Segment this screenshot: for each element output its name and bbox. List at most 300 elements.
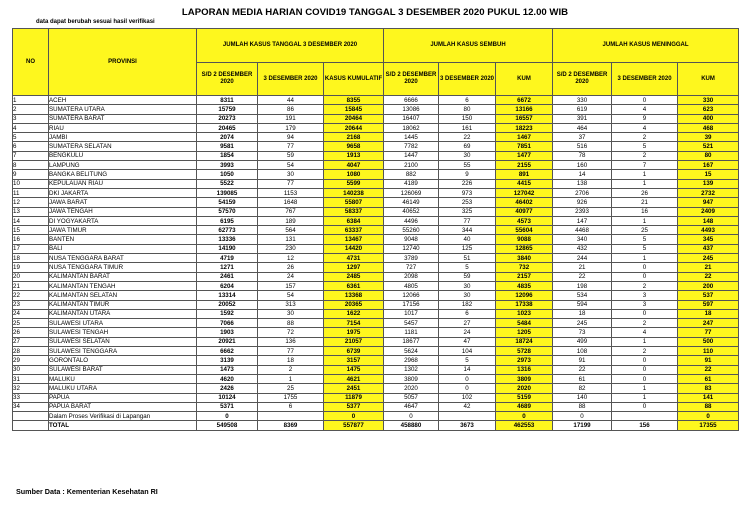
cell-sembuh-today: 30 — [439, 151, 496, 160]
cell-sembuh-today: 27 — [439, 319, 496, 328]
cell-no: 21 — [13, 281, 49, 290]
table-row — [13, 170, 739, 179]
cell-meninggal-today: 1 — [612, 384, 678, 393]
cell-meninggal-today: 5 — [612, 142, 678, 151]
cell-kasus-sd: 8311 — [197, 96, 258, 105]
cell-kasus-sd: 6662 — [197, 347, 258, 356]
cell-meninggal-today: 9 — [612, 114, 678, 123]
cell-no: 19 — [13, 263, 49, 272]
table-row — [13, 412, 739, 421]
cell-kasus-sd: 20052 — [197, 300, 258, 309]
cell-meninggal-today: 2 — [612, 319, 678, 328]
cell-kasus-today: 8369 — [258, 421, 324, 430]
cell-provinsi: KALIMANTAN TENGAH — [49, 281, 197, 290]
cell-kasus-today: 136 — [258, 337, 324, 346]
cell-meninggal-kum: 0 — [678, 412, 739, 421]
cell-provinsi: KALIMANTAN SELATAN — [49, 291, 197, 300]
cell-meninggal-today: 1 — [612, 216, 678, 225]
cell-sembuh-kum: 1205 — [496, 328, 553, 337]
cell-kasus-today: 77 — [258, 142, 324, 151]
cell-sembuh-today — [439, 412, 496, 421]
header-kasus-kumulatif: KASUS KUMULATIF — [324, 63, 384, 96]
table-row — [13, 105, 739, 114]
cell-no: 20 — [13, 272, 49, 281]
cell-meninggal-kum: 77 — [678, 328, 739, 337]
cell-meninggal-today: 4 — [612, 123, 678, 132]
cell-meninggal-kum: 139 — [678, 179, 739, 188]
cell-no: 27 — [13, 337, 49, 346]
cell-meninggal-kum: 247 — [678, 319, 739, 328]
cell-kasus-sd: 14190 — [197, 244, 258, 253]
cell-meninggal-today: 5 — [612, 235, 678, 244]
cell-kasus-sd: 3993 — [197, 161, 258, 170]
cell-sembuh-today: 161 — [439, 123, 496, 132]
cell-meninggal-sd: 82 — [553, 384, 612, 393]
cell-meninggal-today: 0 — [612, 272, 678, 281]
cell-meninggal-today: 1 — [612, 337, 678, 346]
cell-kasus-kumulatif: 140238 — [324, 188, 384, 197]
cell-no: 5 — [13, 133, 49, 142]
cell-meninggal-today: 1 — [612, 170, 678, 179]
cell-no: 18 — [13, 254, 49, 263]
cell-provinsi: MALUKU UTARA — [49, 384, 197, 393]
cell-meninggal-kum: 22 — [678, 272, 739, 281]
cell-no: 24 — [13, 309, 49, 318]
cell-kasus-sd: 20921 — [197, 337, 258, 346]
cell-meninggal-today: 1 — [612, 179, 678, 188]
cell-sembuh-today: 0 — [439, 374, 496, 383]
cell-meninggal-sd: 22 — [553, 365, 612, 374]
cell-kasus-sd: 57570 — [197, 207, 258, 216]
cell-sembuh-today: 226 — [439, 179, 496, 188]
cell-provinsi: BENGKULU — [49, 151, 197, 160]
cell-meninggal-today: 7 — [612, 161, 678, 170]
cell-kasus-kumulatif: 1622 — [324, 309, 384, 318]
cell-kasus-kumulatif: 21057 — [324, 337, 384, 346]
cell-kasus-sd: 139085 — [197, 188, 258, 197]
cell-meninggal-kum: 947 — [678, 198, 739, 207]
cell-meninggal-sd: 594 — [553, 300, 612, 309]
cell-sembuh-today: 150 — [439, 114, 496, 123]
cell-sembuh-sd: 0 — [384, 412, 439, 421]
cell-kasus-sd: 7066 — [197, 319, 258, 328]
cell-meninggal-kum: 4493 — [678, 226, 739, 235]
cell-sembuh-kum: 17338 — [496, 300, 553, 309]
cell-sembuh-sd: 3809 — [384, 374, 439, 383]
cell-sembuh-kum: 12096 — [496, 291, 553, 300]
table-row — [13, 235, 739, 244]
cell-kasus-today: 59 — [258, 151, 324, 160]
header-sembuh-sd: S/D 2 DESEMBER 2020 — [384, 63, 439, 96]
cell-meninggal-today: 2 — [612, 151, 678, 160]
cell-provinsi: RIAU — [49, 123, 197, 132]
cell-meninggal-kum: 345 — [678, 235, 739, 244]
cell-sembuh-sd: 1445 — [384, 133, 439, 142]
cell-sembuh-today: 47 — [439, 337, 496, 346]
cell-kasus-sd: 1473 — [197, 365, 258, 374]
cell-kasus-sd: 62773 — [197, 226, 258, 235]
table-row — [13, 281, 739, 290]
total-row — [13, 421, 739, 430]
cell-sembuh-today: 30 — [439, 291, 496, 300]
cell-sembuh-kum: 462553 — [496, 421, 553, 430]
cell-kasus-kumulatif: 1475 — [324, 365, 384, 374]
cell-meninggal-today: 0 — [612, 365, 678, 374]
cell-kasus-kumulatif: 20464 — [324, 114, 384, 123]
cell-meninggal-today — [612, 412, 678, 421]
cell-kasus-sd: 2461 — [197, 272, 258, 281]
cell-sembuh-kum: 46402 — [496, 198, 553, 207]
cell-kasus-today: 191 — [258, 114, 324, 123]
cell-meninggal-kum: 141 — [678, 393, 739, 402]
table-row — [13, 142, 739, 151]
header-meninggal-sd: S/D 2 DESEMBER 2020 — [553, 63, 612, 96]
cell-kasus-today: 72 — [258, 328, 324, 337]
report-title: LAPORAN MEDIA HARIAN COVID19 TANGGAL 3 DESEMBER 2020 PUKUL 12.00 WIB — [181, 7, 569, 18]
cell-sembuh-today: 102 — [439, 393, 496, 402]
cell-no: 6 — [13, 142, 49, 151]
cell-kasus-kumulatif: 4621 — [324, 374, 384, 383]
cell-meninggal-kum: 18 — [678, 309, 739, 318]
cell-kasus-kumulatif: 2451 — [324, 384, 384, 393]
cell-kasus-kumulatif: 15845 — [324, 105, 384, 114]
cell-no: 17 — [13, 244, 49, 253]
cell-no: 15 — [13, 226, 49, 235]
cell-meninggal-today: 156 — [612, 421, 678, 430]
cell-meninggal-sd: 926 — [553, 198, 612, 207]
cell-no — [13, 412, 49, 421]
cell-sembuh-kum: 4415 — [496, 179, 553, 188]
cell-meninggal-kum: 437 — [678, 244, 739, 253]
cell-no: 1 — [13, 96, 49, 105]
cell-kasus-sd: 6195 — [197, 216, 258, 225]
cell-meninggal-kum: 2409 — [678, 207, 739, 216]
cell-sembuh-sd: 2100 — [384, 161, 439, 170]
cell-sembuh-today: 0 — [439, 384, 496, 393]
cell-kasus-sd: 9581 — [197, 142, 258, 151]
cell-no: 30 — [13, 365, 49, 374]
cell-meninggal-today: 2 — [612, 281, 678, 290]
table-body — [13, 96, 739, 431]
cell-kasus-kumulatif: 7154 — [324, 319, 384, 328]
cell-meninggal-today: 21 — [612, 198, 678, 207]
cell-kasus-kumulatif: 20644 — [324, 123, 384, 132]
cell-sembuh-today: 51 — [439, 254, 496, 263]
cell-sembuh-today: 104 — [439, 347, 496, 356]
cell-sembuh-sd: 4189 — [384, 179, 439, 188]
cell-no — [13, 421, 49, 430]
table-row — [13, 133, 739, 142]
cell-sembuh-kum: 127042 — [496, 188, 553, 197]
cell-kasus-today: 2 — [258, 365, 324, 374]
table-row — [13, 374, 739, 383]
cell-meninggal-kum: 468 — [678, 123, 739, 132]
cell-kasus-today: 1648 — [258, 198, 324, 207]
cell-kasus-today: 25 — [258, 384, 324, 393]
cell-meninggal-sd: 244 — [553, 254, 612, 263]
table-row — [13, 254, 739, 263]
header-kasus-sd: S/D 2 DESEMBER 2020 — [197, 63, 258, 96]
cell-sembuh-sd: 4805 — [384, 281, 439, 290]
header-group-meninggal: JUMLAH KASUS MENINGGAL — [553, 29, 739, 63]
cell-no: 31 — [13, 374, 49, 383]
cell-sembuh-sd: 458880 — [384, 421, 439, 430]
cell-kasus-kumulatif: 2168 — [324, 133, 384, 142]
cell-provinsi: JAWA TENGAH — [49, 207, 197, 216]
cell-meninggal-kum: 500 — [678, 337, 739, 346]
cell-meninggal-sd: 619 — [553, 105, 612, 114]
data-note: data dapat berubah sesuai hasil verifikasi — [36, 19, 155, 25]
cell-sembuh-today: 344 — [439, 226, 496, 235]
cell-meninggal-kum: 83 — [678, 384, 739, 393]
cell-sembuh-today: 59 — [439, 272, 496, 281]
cell-sembuh-today: 5 — [439, 356, 496, 365]
cell-sembuh-sd: 46149 — [384, 198, 439, 207]
cell-kasus-kumulatif: 4047 — [324, 161, 384, 170]
cell-no: 28 — [13, 347, 49, 356]
cell-sembuh-kum: 18724 — [496, 337, 553, 346]
cell-sembuh-today: 325 — [439, 207, 496, 216]
cell-sembuh-sd: 2968 — [384, 356, 439, 365]
cell-meninggal-today: 1 — [612, 393, 678, 402]
cell-meninggal-sd: 245 — [553, 319, 612, 328]
cell-kasus-sd: 13336 — [197, 235, 258, 244]
cell-sembuh-sd: 4647 — [384, 402, 439, 411]
table-row — [13, 207, 739, 216]
cell-provinsi: SULAWESI BARAT — [49, 365, 197, 374]
cell-kasus-sd: 15759 — [197, 105, 258, 114]
cell-meninggal-kum: 245 — [678, 254, 739, 263]
cell-sembuh-today: 42 — [439, 402, 496, 411]
cell-sembuh-sd: 40652 — [384, 207, 439, 216]
cell-kasus-kumulatif: 4731 — [324, 254, 384, 263]
cell-kasus-sd: 5371 — [197, 402, 258, 411]
header-kasus-today: 3 DESEMBER 2020 — [258, 63, 324, 96]
cell-kasus-today: 54 — [258, 161, 324, 170]
cell-sembuh-kum: 891 — [496, 170, 553, 179]
cell-no: 16 — [13, 235, 49, 244]
cell-kasus-today: 30 — [258, 170, 324, 179]
cell-no: 3 — [13, 114, 49, 123]
cell-kasus-today — [258, 412, 324, 421]
table-row — [13, 309, 739, 318]
cell-sembuh-today: 55 — [439, 161, 496, 170]
cell-kasus-sd: 6204 — [197, 281, 258, 290]
cell-kasus-kumulatif: 14420 — [324, 244, 384, 253]
table-row — [13, 402, 739, 411]
cell-sembuh-kum: 4689 — [496, 402, 553, 411]
cell-meninggal-today: 1 — [612, 254, 678, 263]
cell-no: 25 — [13, 319, 49, 328]
cell-meninggal-kum: 2732 — [678, 188, 739, 197]
cell-provinsi: SUMATERA BARAT — [49, 114, 197, 123]
cell-sembuh-kum: 1023 — [496, 309, 553, 318]
table-row — [13, 244, 739, 253]
cell-meninggal-today: 3 — [612, 300, 678, 309]
cell-sembuh-today: 77 — [439, 216, 496, 225]
cell-sembuh-kum: 3840 — [496, 254, 553, 263]
cell-provinsi: DKI JAKARTA — [49, 188, 197, 197]
cell-kasus-today: 313 — [258, 300, 324, 309]
header-sembuh-today: 3 DESEMBER 2020 — [439, 63, 496, 96]
cell-sembuh-sd: 17156 — [384, 300, 439, 309]
cell-no: 34 — [13, 402, 49, 411]
cell-no: 4 — [13, 123, 49, 132]
cell-kasus-sd: 2426 — [197, 384, 258, 393]
table-row — [13, 347, 739, 356]
cell-kasus-kumulatif: 63337 — [324, 226, 384, 235]
cell-sembuh-today: 182 — [439, 300, 496, 309]
cell-kasus-sd: 3139 — [197, 356, 258, 365]
cell-meninggal-kum: 167 — [678, 161, 739, 170]
cell-no: 2 — [13, 105, 49, 114]
cell-kasus-today: 131 — [258, 235, 324, 244]
cell-meninggal-kum: 39 — [678, 133, 739, 142]
cell-kasus-today: 26 — [258, 263, 324, 272]
cell-kasus-today: 1 — [258, 374, 324, 383]
cell-meninggal-sd: 2706 — [553, 188, 612, 197]
cell-sembuh-sd: 18062 — [384, 123, 439, 132]
cell-kasus-sd: 4719 — [197, 254, 258, 263]
cell-sembuh-today: 22 — [439, 133, 496, 142]
cell-meninggal-today: 4 — [612, 328, 678, 337]
cell-kasus-today: 86 — [258, 105, 324, 114]
cell-provinsi: SULAWESI UTARA — [49, 319, 197, 328]
table-row — [13, 198, 739, 207]
cell-sembuh-kum: 3809 — [496, 374, 553, 383]
cell-kasus-sd: 20465 — [197, 123, 258, 132]
table-row — [13, 319, 739, 328]
header-no: NO — [13, 29, 49, 96]
cell-kasus-sd: 1592 — [197, 309, 258, 318]
cell-kasus-today: 157 — [258, 281, 324, 290]
cell-no: 23 — [13, 300, 49, 309]
cell-kasus-today: 564 — [258, 226, 324, 235]
cell-meninggal-kum: 200 — [678, 281, 739, 290]
cell-sembuh-sd: 12066 — [384, 291, 439, 300]
cell-meninggal-sd: 22 — [553, 272, 612, 281]
cell-kasus-today: 6 — [258, 402, 324, 411]
cell-kasus-today: 77 — [258, 347, 324, 356]
cell-meninggal-sd: 17199 — [553, 421, 612, 430]
cell-sembuh-today: 69 — [439, 142, 496, 151]
cell-meninggal-sd: 330 — [553, 96, 612, 105]
cell-sembuh-sd: 727 — [384, 263, 439, 272]
cell-provinsi: Dalam Proses Verifikasi di Lapangan — [49, 412, 197, 421]
cell-meninggal-kum: 400 — [678, 114, 739, 123]
cell-kasus-kumulatif: 5599 — [324, 179, 384, 188]
table-row — [13, 151, 739, 160]
cell-meninggal-kum: 537 — [678, 291, 739, 300]
cell-kasus-sd: 5522 — [197, 179, 258, 188]
cell-no: 11 — [13, 188, 49, 197]
cell-meninggal-today: 0 — [612, 309, 678, 318]
cell-kasus-kumulatif: 1080 — [324, 170, 384, 179]
cell-provinsi: NUSA TENGGARA BARAT — [49, 254, 197, 263]
cell-kasus-kumulatif: 557877 — [324, 421, 384, 430]
header-meninggal-kum: KUM — [678, 63, 739, 96]
cell-no: 10 — [13, 179, 49, 188]
cell-provinsi: BALI — [49, 244, 197, 253]
cell-no: 9 — [13, 170, 49, 179]
cell-meninggal-sd: 198 — [553, 281, 612, 290]
cell-sembuh-today: 80 — [439, 105, 496, 114]
cell-kasus-kumulatif: 1297 — [324, 263, 384, 272]
cell-kasus-kumulatif: 13467 — [324, 235, 384, 244]
cell-sembuh-sd: 2020 — [384, 384, 439, 393]
cell-sembuh-kum: 0 — [496, 412, 553, 421]
cell-kasus-sd: 54159 — [197, 198, 258, 207]
cell-kasus-kumulatif: 8355 — [324, 96, 384, 105]
cell-sembuh-sd: 9048 — [384, 235, 439, 244]
cell-provinsi: TOTAL — [49, 421, 197, 430]
cell-provinsi: JAWA TIMUR — [49, 226, 197, 235]
cell-meninggal-kum: 22 — [678, 365, 739, 374]
cell-sembuh-today: 3673 — [439, 421, 496, 430]
cell-sembuh-sd: 126069 — [384, 188, 439, 197]
cell-kasus-kumulatif: 0 — [324, 412, 384, 421]
cell-kasus-sd: 549508 — [197, 421, 258, 430]
cell-kasus-sd: 1854 — [197, 151, 258, 160]
cell-provinsi: SULAWESI TENGAH — [49, 328, 197, 337]
cell-meninggal-sd: 147 — [553, 216, 612, 225]
cell-sembuh-kum: 2020 — [496, 384, 553, 393]
cell-meninggal-sd: 464 — [553, 123, 612, 132]
cell-kasus-sd: 4620 — [197, 374, 258, 383]
cell-sembuh-sd: 6666 — [384, 96, 439, 105]
cell-sembuh-sd: 1017 — [384, 309, 439, 318]
cell-kasus-kumulatif: 2485 — [324, 272, 384, 281]
cell-meninggal-sd: 4468 — [553, 226, 612, 235]
cell-sembuh-kum: 2973 — [496, 356, 553, 365]
cell-meninggal-kum: 597 — [678, 300, 739, 309]
cell-sembuh-today: 973 — [439, 188, 496, 197]
cell-provinsi: SULAWESI SELATAN — [49, 337, 197, 346]
table-row — [13, 216, 739, 225]
cell-sembuh-today: 14 — [439, 365, 496, 374]
cell-sembuh-today: 6 — [439, 96, 496, 105]
cell-kasus-sd: 2074 — [197, 133, 258, 142]
source-note: Sumber Data : Kementerian Kesehatan RI — [16, 487, 158, 496]
cell-meninggal-sd: 91 — [553, 356, 612, 365]
cell-kasus-today: 1153 — [258, 188, 324, 197]
cell-kasus-kumulatif: 55807 — [324, 198, 384, 207]
cell-provinsi: DI YOGYAKARTA — [49, 216, 197, 225]
cell-meninggal-sd: 61 — [553, 374, 612, 383]
cell-meninggal-today: 0 — [612, 374, 678, 383]
cell-kasus-sd: 20273 — [197, 114, 258, 123]
cell-sembuh-kum: 4835 — [496, 281, 553, 290]
cell-provinsi: MALUKU — [49, 374, 197, 383]
table-row — [13, 291, 739, 300]
cell-sembuh-kum: 16557 — [496, 114, 553, 123]
cell-meninggal-sd: 499 — [553, 337, 612, 346]
cell-sembuh-sd: 7782 — [384, 142, 439, 151]
header-sembuh-kum: KUM — [496, 63, 553, 96]
cell-provinsi: KALIMANTAN BARAT — [49, 272, 197, 281]
cell-kasus-kumulatif: 6384 — [324, 216, 384, 225]
cell-sembuh-kum: 6672 — [496, 96, 553, 105]
cell-kasus-today: 1755 — [258, 393, 324, 402]
table-row — [13, 393, 739, 402]
cell-sembuh-sd: 1181 — [384, 328, 439, 337]
cell-meninggal-sd: 534 — [553, 291, 612, 300]
cell-meninggal-sd: 340 — [553, 235, 612, 244]
cell-meninggal-today: 26 — [612, 188, 678, 197]
table-row — [13, 114, 739, 123]
cell-meninggal-sd: 140 — [553, 393, 612, 402]
cell-kasus-today: 24 — [258, 272, 324, 281]
